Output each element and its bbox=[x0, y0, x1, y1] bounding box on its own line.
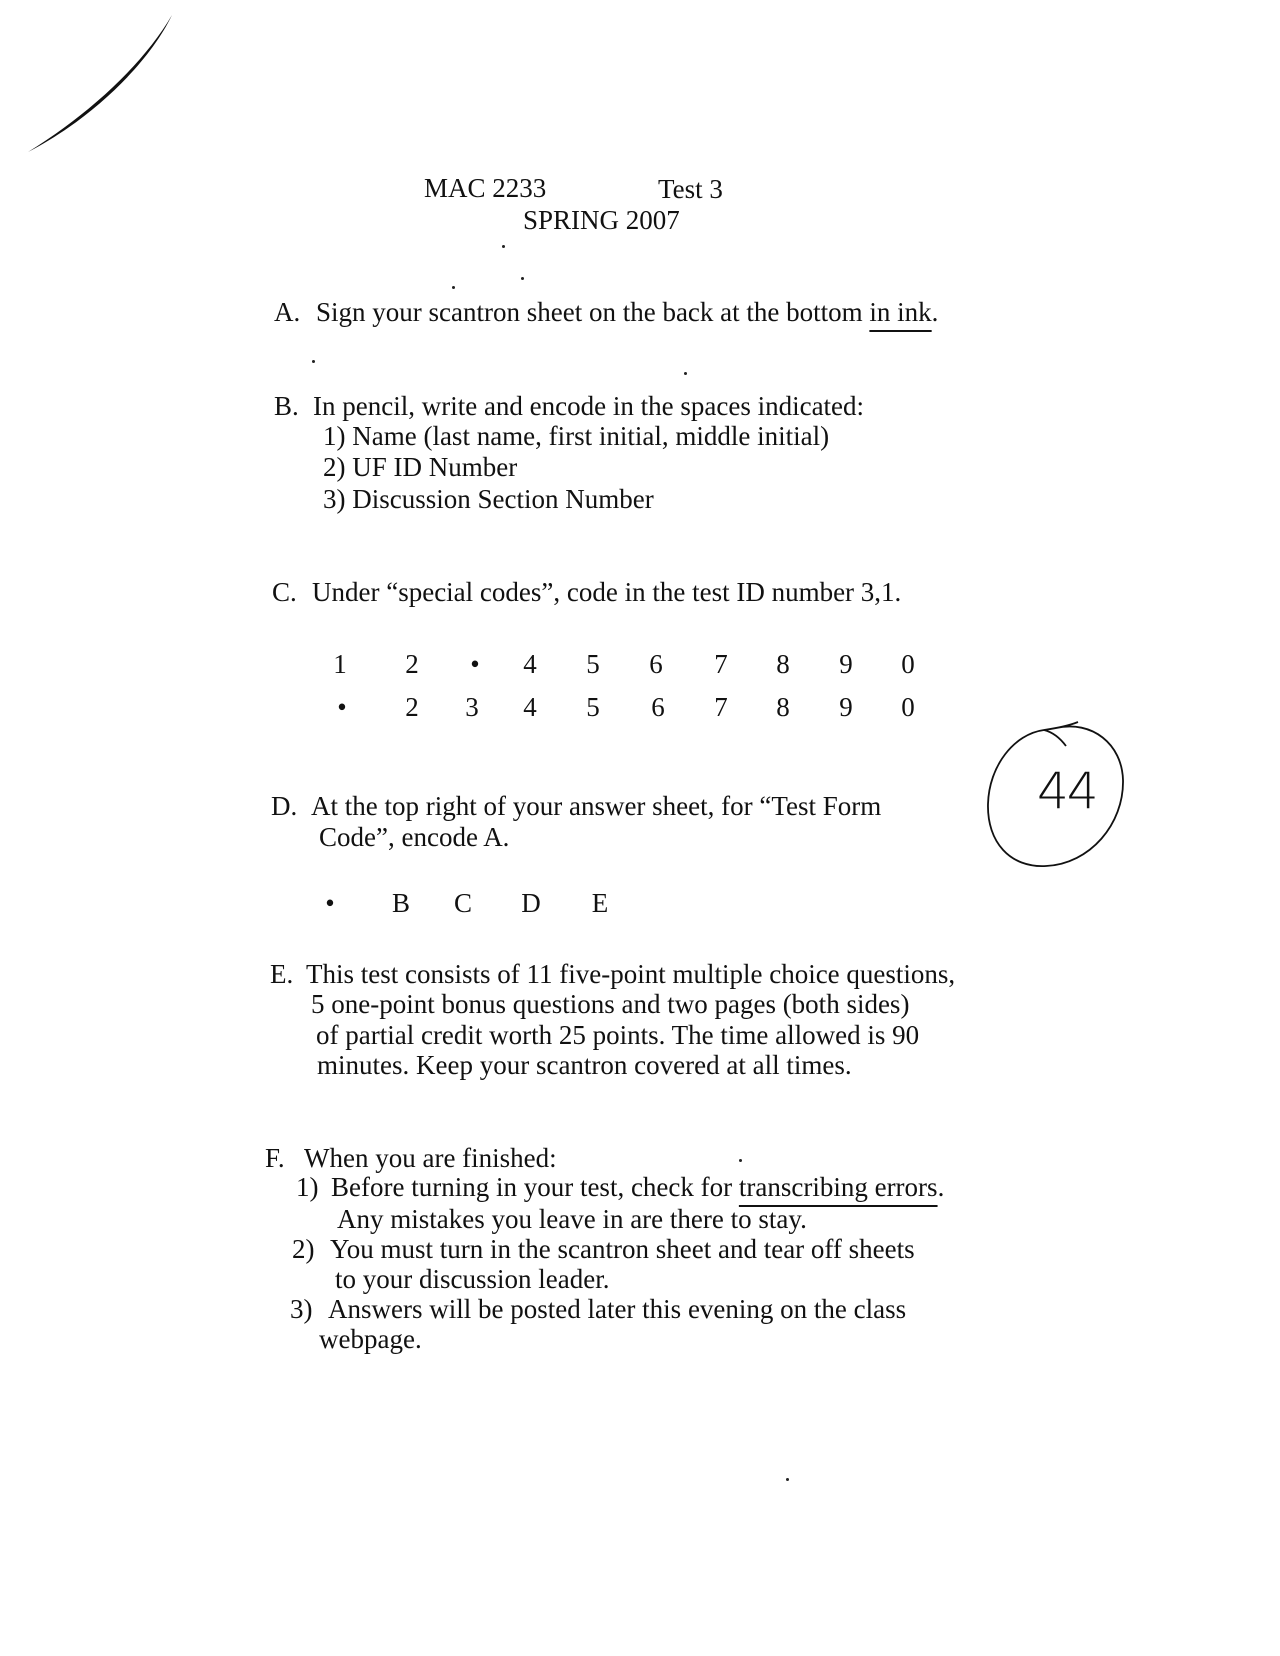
section-a-label: A. bbox=[274, 297, 301, 327]
stray-speck bbox=[684, 372, 687, 375]
section-b-item-name: 1) Name (last name, first initial, middle initial) bbox=[323, 421, 830, 451]
id-row1-digit: 0 bbox=[901, 649, 915, 679]
form-option: B bbox=[391, 888, 410, 918]
id-row1-digit: 5 bbox=[586, 649, 600, 679]
section-e-label: E. bbox=[270, 959, 294, 989]
id-row2-digit: 2 bbox=[405, 692, 419, 722]
id-row1-digit: 1 bbox=[333, 649, 347, 679]
section-b-label: B. bbox=[274, 391, 299, 421]
section-a-text-before: Sign your scantron sheet on the back at the bottom bbox=[316, 297, 870, 327]
id-row2-digit: 5 bbox=[586, 692, 600, 722]
section-f-item3-num: 3) bbox=[290, 1294, 313, 1324]
section-d-line2: Code”, encode A. bbox=[319, 822, 510, 852]
section-f-item1-after: . bbox=[937, 1172, 945, 1202]
stray-speck bbox=[739, 1159, 742, 1162]
section-d-label: D. bbox=[271, 791, 298, 821]
id-row1-digit: 6 bbox=[649, 649, 663, 679]
section-b-item-ufid: 2) UF ID Number bbox=[323, 452, 518, 482]
id-row1-digit: 4 bbox=[523, 649, 537, 679]
stray-speck bbox=[452, 286, 455, 289]
section-b-item-section: 3) Discussion Section Number bbox=[323, 484, 654, 514]
stray-speck bbox=[502, 245, 505, 248]
section-a-text-after: . bbox=[931, 297, 939, 327]
section-e-line4: minutes. Keep your scantron covered at all times. bbox=[317, 1050, 852, 1080]
section-f-item1-num: 1) bbox=[296, 1172, 319, 1202]
test-number: Test 3 bbox=[658, 174, 723, 204]
id-row2-digit: 6 bbox=[651, 692, 665, 722]
section-c-label: C. bbox=[272, 577, 297, 607]
section-e-line2: 5 one-point bonus questions and two pages (both sides) bbox=[311, 989, 910, 1019]
form-option: D bbox=[521, 888, 541, 918]
id-row2-digit: 4 bbox=[523, 692, 537, 722]
section-f-label: F. bbox=[265, 1143, 285, 1173]
section-b-intro: In pencil, write and encode in the spaces indicated: bbox=[313, 391, 865, 421]
handwritten-grade: 44 bbox=[1037, 762, 1097, 820]
id-row1-digit: 7 bbox=[714, 649, 728, 679]
form-option-filled-bubble: • bbox=[325, 888, 335, 918]
id-row2-filled-bubble: • bbox=[337, 692, 347, 722]
section-e-line1: This test consists of 11 five-point multiple choice questions, bbox=[306, 959, 956, 989]
id-row2-digit: 7 bbox=[714, 692, 728, 722]
section-c-text: Under “special codes”, code in the test ID number 3,1. bbox=[312, 577, 902, 607]
id-row1-digit: 8 bbox=[776, 649, 790, 679]
id-row1-digit: 9 bbox=[839, 649, 853, 679]
id-row2-digit: 3 bbox=[465, 692, 479, 722]
section-e-line3: of partial credit worth 25 points. The time allowed is 90 bbox=[316, 1020, 920, 1050]
section-f-item1-before: Before turning in your test, check for bbox=[331, 1172, 739, 1202]
section-f-item1-cont: Any mistakes you leave in are there to stay. bbox=[337, 1204, 807, 1234]
section-f-item3-line2: webpage. bbox=[319, 1324, 422, 1354]
term: SPRING 2007 bbox=[523, 205, 680, 235]
section-f-item1-text bbox=[331, 1174, 944, 1201]
course-code: MAC 2233 bbox=[424, 173, 547, 203]
section-d-line1: At the top right of your answer sheet, for “Test Form bbox=[311, 791, 882, 821]
stray-speck bbox=[312, 360, 315, 363]
id-row1-digit: 2 bbox=[405, 649, 419, 679]
pen-stroke-mark bbox=[20, 10, 180, 160]
transcribing-errors-emphasis: transcribing errors bbox=[738, 1172, 938, 1202]
in-ink-emphasis: in ink bbox=[869, 297, 932, 327]
form-option: E bbox=[591, 888, 609, 918]
stray-speck bbox=[521, 277, 524, 280]
section-f-item2-num: 2) bbox=[292, 1234, 315, 1264]
section-a-text bbox=[316, 299, 938, 326]
id-row2-digit: 8 bbox=[776, 692, 790, 722]
section-f-item2-line2: to your discussion leader. bbox=[335, 1264, 610, 1294]
id-row2-digit: 9 bbox=[839, 692, 853, 722]
section-f-intro: When you are finished: bbox=[304, 1143, 557, 1173]
section-f-item2-line1: You must turn in the scantron sheet and tear off sheets bbox=[330, 1234, 915, 1264]
form-option: C bbox=[453, 888, 472, 918]
id-row2-digit: 0 bbox=[901, 692, 915, 722]
stray-speck bbox=[786, 1478, 789, 1481]
id-row1-filled-bubble: • bbox=[470, 649, 480, 679]
section-f-item3-line1: Answers will be posted later this evening on the class bbox=[328, 1294, 907, 1324]
